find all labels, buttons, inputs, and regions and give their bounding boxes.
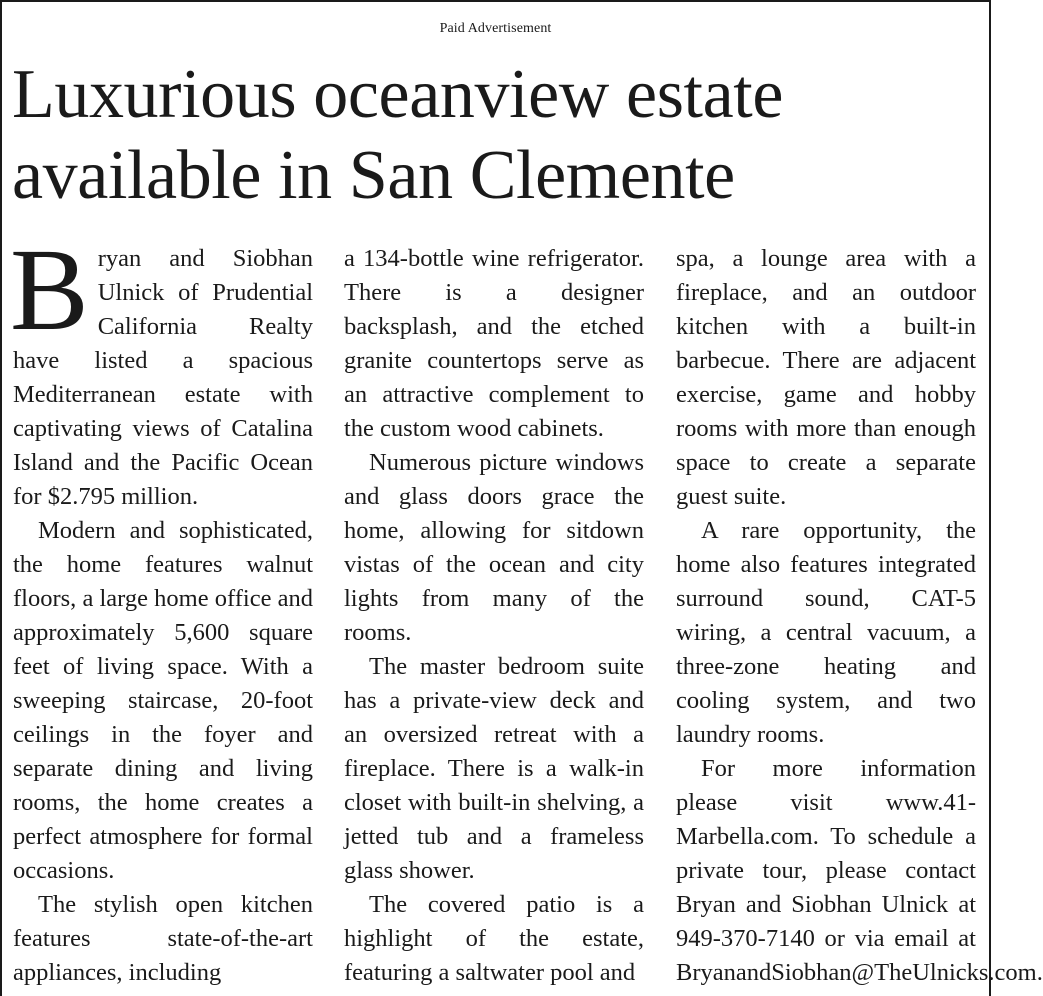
headline-line-2: available in San Clemente [12, 137, 735, 214]
article-column-1 [10, 224, 313, 990]
article-paragraph: The stylish open kitchen features state-of-the-art appliances, including [13, 891, 313, 986]
article-column-2 [344, 242, 644, 990]
article-paragraph: Numerous picture windows and glass doors grace the home, allowing for sitdown vistas of the ocean and city lights from many of the rooms. [344, 449, 644, 646]
article-paragraph-contact: For more information please visit www.41-Marbella.com. To schedule a private tour, please contact Bryan and Siobhan Ulnick at 949-370-7140 or via email at BryanandSiobhan@TheUlnicks.com. [676, 755, 1043, 986]
headline [12, 54, 979, 216]
article-paragraph-intro [10, 224, 313, 514]
headline-line-1: Luxurious oceanview estate [12, 56, 783, 133]
article-column-3 [676, 242, 1043, 990]
article-paragraph: A rare opportunity, the home also features integrated surround sound, CAT-5 wiring, a central vacuum, a three-zone heating and cooling system, and two laundry rooms. [676, 517, 976, 748]
article-paragraph: The covered patio is a highlight of the estate, featuring a saltwater pool and [344, 891, 644, 986]
drop-cap: B [10, 224, 89, 355]
intro-text: ryan and Siobhan Ulnick of Prudential California Realty have listed a spacious Mediterranean estate with captivating views of Catalina Island and the Pacific Ocean for $2.795 million. [13, 245, 313, 510]
article-paragraph-continued: a 134-bottle wine refrigerator. There is a designer backsplash, and the etched granite countertops serve as an attractive complement to the custom wood cabinets. [344, 245, 644, 442]
article-paragraph: Modern and sophisticated, the home features walnut floors, a large home office and approximately 5,600 square feet of living space. With a sweeping staircase, 20-foot ceilings in the foyer and separate dining and living rooms, the home creates a perfect atmosphere for formal occasions. [13, 517, 313, 884]
article-paragraph-continued: spa, a lounge area with a fireplace, and an outdoor kitchen with a built-in barbecue. There are adjacent exercise, game and hobby rooms with more than enough space to create a separate guest suite. [676, 245, 976, 510]
paid-advertisement-label: Paid Advertisement [439, 21, 552, 36]
article-paragraph: The master bedroom suite has a private-view deck and an oversized retreat with a fireplace. There is a walk-in closet with built-in shelving, a jetted tub and a frameless glass shower. [344, 653, 644, 884]
